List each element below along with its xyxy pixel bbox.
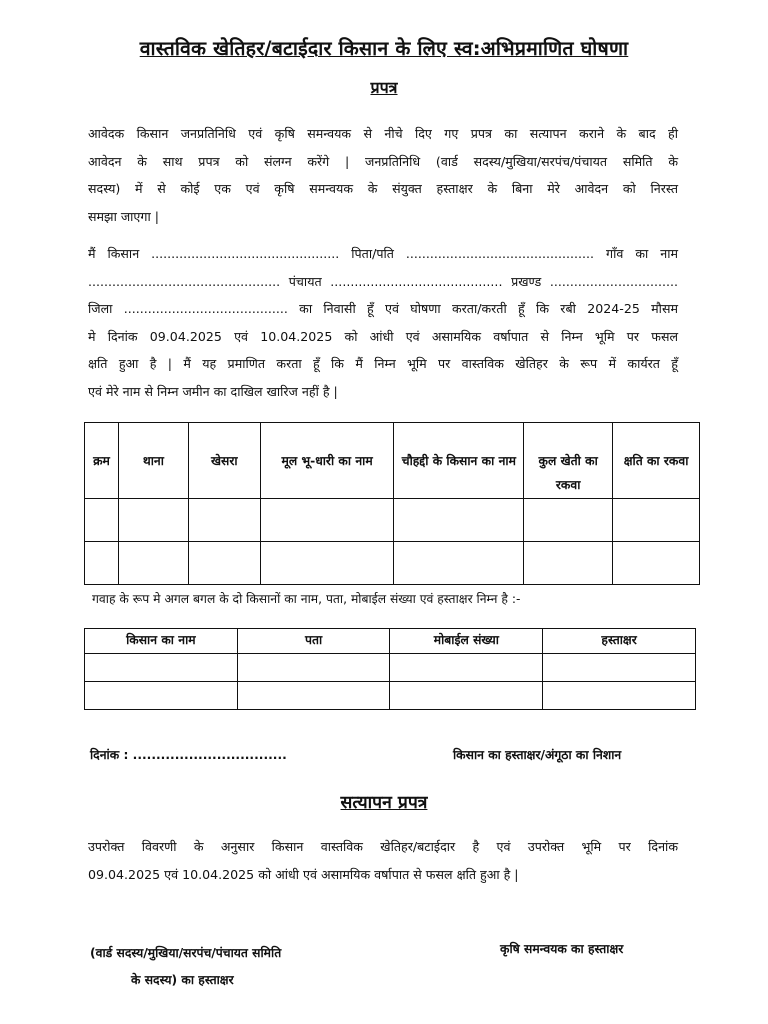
- header-mobile: मोबाईल संख्या: [390, 629, 543, 654]
- table-cell[interactable]: [188, 542, 260, 585]
- verification-line-2: 09.04.2025 एवं 10.04.2025 को आंधी एवं असामयिक वर्षापात से फसल क्षति हुआ है |: [88, 866, 519, 882]
- declaration-line-2: ................................................ पंचायत ........................................... प्रखण्ड ................................: [88, 273, 678, 289]
- table-cell[interactable]: [85, 682, 238, 710]
- table-row: [85, 542, 700, 585]
- header-khesra: खेसरा: [188, 423, 260, 499]
- verification-line-1: उपरोक्त विवरणी के अनुसार किसान वास्तविक खेतिहर/बटाईदार है एवं उपरोक्त भूमि पर दिनांक: [88, 839, 678, 854]
- table-cell[interactable]: [543, 654, 696, 682]
- table-cell[interactable]: [394, 499, 524, 542]
- table-cell[interactable]: [237, 654, 390, 682]
- header-total-area: कुल खेती का रकवा: [524, 423, 613, 499]
- table-cell[interactable]: [390, 682, 543, 710]
- table-row: [85, 682, 696, 710]
- table-cell[interactable]: [613, 542, 700, 585]
- table-cell[interactable]: [390, 654, 543, 682]
- witness-note: गवाह के रूप मे अगल बगल के दो किसानों का नाम, पता, मोबाईल संख्या एवं हस्ताक्षर निम्न है :-: [92, 592, 521, 606]
- declaration-paragraph: [88, 240, 678, 405]
- header-damage-area: क्षति का रकवा: [613, 423, 700, 499]
- farmer-signature-label: किसान का हस्ताक्षर/अंगूठा का निशान: [453, 748, 622, 762]
- verification-paragraph: [88, 833, 678, 888]
- table-cell[interactable]: [85, 654, 238, 682]
- table-cell[interactable]: [118, 542, 188, 585]
- declaration-line-6: एवं मेरे नाम से निम्न जमीन का दाखिल खारिज नहीं है |: [88, 383, 338, 399]
- table-cell[interactable]: [260, 542, 394, 585]
- table-cell[interactable]: [118, 499, 188, 542]
- table-cell[interactable]: [260, 499, 394, 542]
- witness-table-header-row: [85, 629, 696, 654]
- instructions-line-3: सदस्य) में से कोई एक एवं कृषि समन्वयक के संयुक्त हस्ताक्षर के बिना मेरे आवेदन को निरस्त: [88, 181, 678, 196]
- land-table-header-row: [85, 423, 700, 499]
- ward-member-signature-label: [90, 940, 281, 994]
- ward-sign-line-2: के सदस्य) का हस्ताक्षर: [131, 973, 234, 987]
- header-original-owner: मूल भू-धारी का नाम: [260, 423, 394, 499]
- table-row: [85, 499, 700, 542]
- header-address: पता: [237, 629, 390, 654]
- table-row: [85, 654, 696, 682]
- header-farmer-name: किसान का नाम: [85, 629, 238, 654]
- table-cell[interactable]: [237, 682, 390, 710]
- page-title: वास्तविक खेतिहर/बटाईदार किसान के लिए स्व:अभिप्रमाणित घोषणा: [139, 37, 629, 60]
- table-cell[interactable]: [543, 682, 696, 710]
- header-boundary-farmer: चौहद्दी के किसान का नाम: [394, 423, 524, 499]
- instructions-line-1: आवेदक किसान जनप्रतिनिधि एवं कृषि समन्वयक से नीचे दिए गए प्रपत्र का सत्यापन कराने के बाद ही: [88, 126, 678, 141]
- instructions-paragraph: [88, 120, 678, 230]
- instructions-line-2: आवेदन के साथ प्रपत्र को संलग्न करेंगे | जनप्रतिनिधि (वार्ड सदस्य/मुखिया/सरपंच/पंचायत समिति के: [88, 153, 678, 169]
- instructions-line-4: समझा जाएगा |: [88, 208, 159, 224]
- header-serial: क्रम: [85, 423, 119, 499]
- declaration-line-1: मैं किसान ............................................... पिता/पति ............................................... गाँव का नाम: [88, 246, 678, 261]
- table-cell[interactable]: [524, 499, 613, 542]
- ward-sign-line-1: (वार्ड सदस्य/मुखिया/सरपंच/पंचायत समिति: [90, 946, 282, 960]
- table-cell[interactable]: [613, 499, 700, 542]
- declaration-line-5: क्षति हुआ है | मैं यह प्रमाणित करता हूँ कि मैं निम्न भूमि पर वास्तविक खेतिहर के रूप में कार्यरत हूँ: [88, 356, 678, 371]
- land-details-table: [84, 422, 700, 585]
- header-thana: थाना: [118, 423, 188, 499]
- table-cell[interactable]: [524, 542, 613, 585]
- table-cell[interactable]: [85, 542, 119, 585]
- table-cell[interactable]: [188, 499, 260, 542]
- table-cell[interactable]: [85, 499, 119, 542]
- witness-table: [84, 628, 696, 710]
- declaration-line-3: जिला ......................................... का निवासी हूँ एवं घोषणा करता/करती हूँ कि रबी 2024-25 मौसम: [88, 301, 678, 316]
- verification-title: सत्यापन प्रपत्र: [340, 793, 428, 813]
- header-signature: हस्ताक्षर: [543, 629, 696, 654]
- form-subtitle: प्रपत्र: [370, 78, 398, 97]
- krishi-coordinator-signature-label: कृषि समन्वयक का हस्ताक्षर: [500, 942, 624, 956]
- date-field[interactable]: दिनांक : .................................: [90, 748, 287, 762]
- table-cell[interactable]: [394, 542, 524, 585]
- declaration-line-4: मे दिनांक 09.04.2025 एवं 10.04.2025 को आंधी एवं असामयिक वर्षापात से निम्न भूमि पर फसल: [88, 328, 678, 344]
